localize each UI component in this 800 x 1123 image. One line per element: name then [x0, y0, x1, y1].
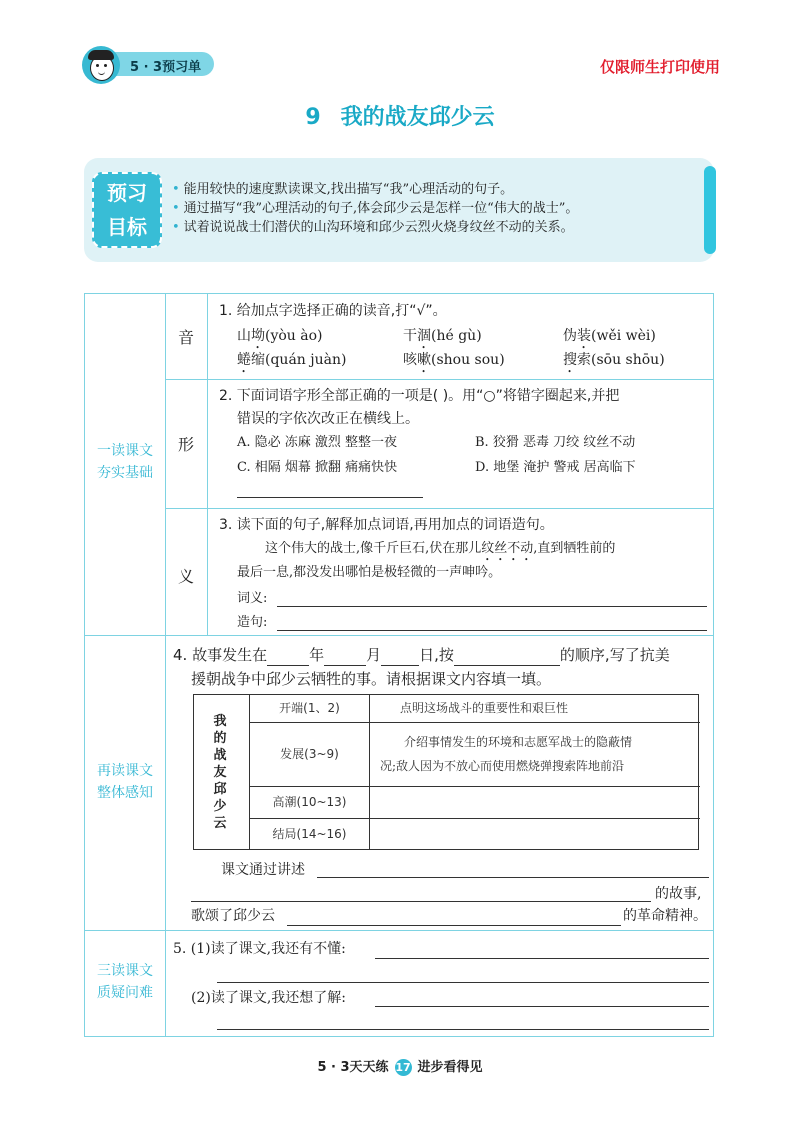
month-blank[interactable] [324, 665, 366, 666]
dotted-char: 搜 [563, 352, 577, 368]
q5-answer-line[interactable] [375, 958, 709, 959]
q2-text-line1: 2. 下面词语字形全部正确的一项是( )。用“○”将错字圈起来,并把 [219, 388, 620, 404]
goal-item: • 能用较快的速度默读课文,找出描写“我”心理活动的句子。 [172, 180, 578, 199]
stage-label: 开端(1、2) [250, 695, 370, 722]
goal-item: • 通过描写“我”心理活动的句子,体会邱少云是怎样一位“伟大的战士”。 [172, 199, 578, 218]
year-blank[interactable] [267, 665, 309, 666]
section1-label-line2: 夯实基础 [97, 465, 153, 481]
pinyin-options: (shou sou) [431, 352, 505, 368]
quote-text: 这个伟大的战士,像千斤巨石,伏在那儿 [265, 541, 482, 556]
section-label-second-reading [85, 760, 165, 804]
pinyin-choice[interactable] [237, 325, 323, 352]
option-a[interactable]: A. 隐必 冻麻 激烈 整整一夜 [237, 435, 398, 450]
section2-label-line1: 再读课文 [97, 763, 153, 779]
q4-text: 的顺序,写了抗美 [559, 646, 670, 664]
section3-label-line1: 三读课文 [97, 963, 153, 979]
day-blank[interactable] [381, 665, 419, 666]
word-char: 干 [403, 328, 417, 344]
q4-text: 年 [309, 646, 325, 664]
stage-content-cont: 况;敌人因为不放心而使用燃烧弹搜索阵地前沿 [380, 759, 625, 773]
stage-label: 发展(3~9) [250, 723, 370, 786]
dotted-char: 嗽 [417, 352, 431, 368]
section3-label-line2: 质疑问难 [97, 985, 153, 1001]
meaning-answer-line[interactable] [277, 606, 707, 607]
q1-text: 1. 给加点字选择正确的读音,打“√”。 [219, 303, 447, 319]
order-blank[interactable] [454, 665, 560, 666]
q5-answer-line[interactable] [217, 1029, 709, 1030]
dotted-char: 坳 [251, 328, 265, 344]
option-c[interactable]: C. 相隔 烟幕 掀翻 痛痛快快 [237, 460, 398, 475]
pinyin-options: (quán juàn) [265, 352, 347, 368]
pinyin-choice[interactable] [237, 349, 346, 376]
goals-label-line1: 预习 [107, 181, 147, 205]
section-label-first-reading [85, 440, 165, 484]
stage-label: 高潮(10~13) [250, 787, 370, 818]
stage-label: 结局(14~16) [250, 819, 370, 849]
q4-number: 4. [173, 646, 188, 664]
word-char: 缩 [251, 352, 265, 368]
quote-text: ,直到牺牲前的 [533, 541, 616, 556]
pinyin-options: (sōu shōu) [591, 352, 665, 368]
correction-blank[interactable] [237, 497, 423, 498]
summary-blank-3[interactable] [287, 925, 621, 926]
sound-tag: 音 [177, 328, 194, 347]
q3-text: 3. 读下面的句子,解释加点词语,再用加点的词语造句。 [219, 517, 554, 533]
exercise-table [84, 293, 714, 1037]
story-title: 我的战友邱少云 [213, 714, 227, 831]
preview-goals-box [84, 158, 714, 262]
lesson-number: 9 [305, 105, 321, 130]
word-char: 索 [577, 352, 591, 368]
story-row [250, 695, 700, 723]
badge-label: 5 · 3预习单 [130, 60, 202, 75]
pinyin-options: (hé gù) [431, 328, 482, 344]
summary-end: 的革命精神。 [623, 908, 707, 924]
option-d[interactable]: D. 地堡 淹护 警戒 居高临下 [475, 460, 636, 475]
pinyin-choice[interactable] [563, 325, 656, 352]
goal-item: • 试着说说战士们潜伏的山沟环境和邱少云烈火烧身纹丝不动的关系。 [172, 218, 578, 237]
story-title-cell [194, 695, 250, 849]
meaning-tag: 义 [177, 567, 194, 586]
q4-text: 故事发生在 [192, 646, 268, 664]
footer-left: 5 · 3天天练 [317, 1060, 389, 1075]
word-char: 山 [237, 328, 251, 344]
quote-line1 [265, 538, 615, 564]
page-footer [0, 1056, 800, 1076]
print-restriction-note: 仅限师生打印使用 [599, 58, 720, 76]
pinyin-choice[interactable] [403, 325, 482, 352]
word-char: 咳 [403, 352, 417, 368]
q4-line1 [173, 644, 670, 666]
mascot-icon [82, 46, 120, 84]
dotted-phrase: 纹丝不动 [481, 541, 534, 556]
q5-part2: (2)读了课文,我还想了解: [191, 990, 346, 1006]
section-label-third-reading [85, 960, 165, 1004]
brand-badge [82, 46, 218, 80]
word-char: 伪 [563, 328, 577, 344]
section1-label-line1: 一读课文 [97, 443, 153, 459]
stage-content: 介绍事情发生的环境和志愿军战士的隐蔽情 [404, 735, 633, 749]
story-row [250, 787, 700, 819]
dotted-char: 涸 [417, 328, 431, 344]
q4-line2: 援朝战争中邱少云牺牲的事。请根据课文内容填一填。 [191, 670, 552, 688]
q2-text-line2: 错误的字依次改正在横线上。 [237, 411, 419, 427]
section2-label-line2: 整体感知 [97, 785, 153, 801]
footer-right: 进步看得见 [417, 1060, 483, 1075]
dotted-char: 蜷 [237, 352, 251, 368]
stage-content: 点明这场战斗的重要性和艰巨性 [400, 701, 569, 715]
lesson-title [0, 100, 800, 131]
story-structure-table [193, 694, 699, 850]
goals-list [172, 180, 578, 237]
q5-answer-line[interactable] [375, 1006, 709, 1007]
page-number: 17 [395, 1061, 411, 1074]
goals-side-tab [704, 166, 716, 254]
summary-blank-1[interactable] [317, 877, 709, 878]
story-row [250, 723, 700, 787]
pinyin-options: (yòu ào) [265, 328, 323, 344]
goals-label-line2: 目标 [107, 215, 147, 239]
option-b[interactable]: B. 狡猾 恶毒 刀绞 纹丝不动 [475, 435, 636, 450]
goals-label [92, 172, 162, 248]
q4-text: 月 [366, 646, 382, 664]
q5-answer-line[interactable] [217, 982, 709, 983]
q5-part1: 5. (1)读了课文,我还有不懂: [173, 941, 346, 957]
pinyin-choice[interactable] [563, 349, 665, 376]
pinyin-choice[interactable] [403, 349, 505, 376]
summary-blank-2[interactable] [191, 901, 651, 902]
quote-line2: 最后一息,都没发出哪怕是极轻微的一声呻吟。 [237, 565, 502, 580]
dotted-char: 装 [577, 328, 591, 344]
q4-text: 日,按 [419, 646, 454, 664]
summary-mid: 的故事, [655, 886, 702, 902]
pinyin-options: (wěi wèi) [591, 328, 656, 344]
meaning-label: 词义: [237, 591, 268, 606]
story-row [250, 819, 700, 849]
lesson-title-text: 我的战友邱少云 [340, 105, 495, 130]
summary-praise: 歌颂了邱少云 [191, 908, 275, 924]
form-tag: 形 [177, 435, 194, 454]
sentence-label: 造句: [237, 615, 268, 630]
sentence-answer-line[interactable] [277, 630, 707, 631]
summary-start: 课文通过讲述 [221, 862, 305, 878]
